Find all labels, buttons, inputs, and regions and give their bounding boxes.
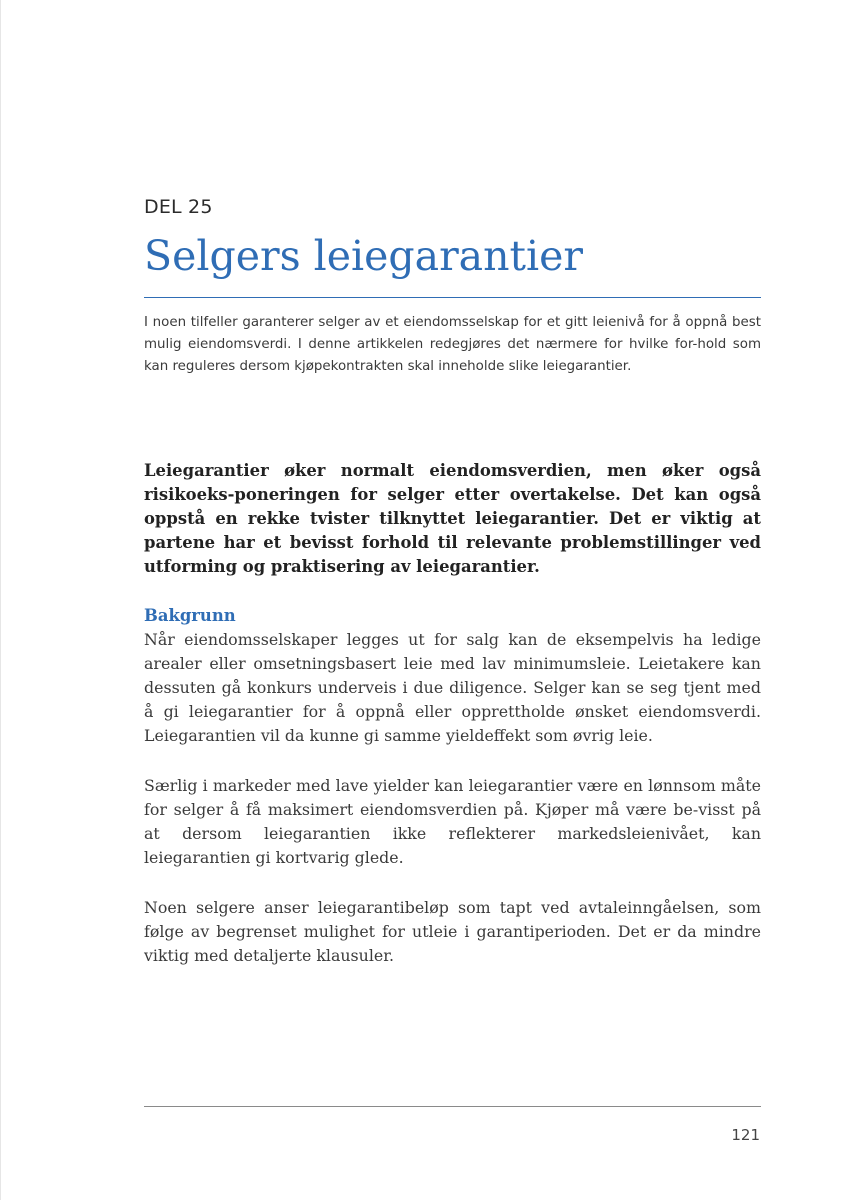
- subheading-bakgrunn: Bakgrunn: [144, 606, 236, 625]
- footer-divider: [144, 1106, 761, 1107]
- lead-paragraph: Leiegarantier øker normalt eiendomsverdien, men øker også risikoeks-poneringen for selger etter overtakelse. Det kan også oppstå en rekke tvister tilknyttet leiegarantier. Det er viktig at partene har et bevisst forhold til relevante problemstillinger ved utforming og praktisering av leiegarantier.: [144, 461, 761, 576]
- body-paragraph-3: Noen selgere anser leiegarantibeløp som tapt ved avtaleinngåelsen, som følge av begrenset mulighet for utleie i garantiperioden. Det er da mindre viktig med detaljerte klausuler.: [144, 898, 761, 965]
- title-divider: [144, 297, 761, 298]
- body-paragraph-1: Når eiendomsselskaper legges ut for salg kan de eksempelvis ha ledige arealer eller omsetningsbasert leie med lav minimumsleie. Leietakere kan dessuten gå konkurs underveis i due diligence. Selger kan se seg tjent med å gi leiegarantier for å oppnå eller opprettholde ønsket eiendomsverdi. Leiegarantien vil da kunne gi samme yieldeffekt som øvrig leie.: [144, 630, 761, 745]
- page-title: Selgers leiegarantier: [144, 232, 583, 280]
- body-paragraph-2: Særlig i markeder med lave yielder kan leiegarantier være en lønnsom måte for selger å få maksimert eiendomsverdien på. Kjøper må være be-visst på at dersom leiegarantien ikke reflekterer markedsleienivået, kan leiegarantien gi kortvarig glede.: [144, 776, 761, 867]
- section-kicker: DEL 25: [144, 196, 213, 218]
- intro-paragraph: I noen tilfeller garanterer selger av et eiendomsselskap for et gitt leienivå for å oppnå best mulig eiendomsverdi. I denne artikkelen redegjøres det nærmere for hvilke for-hold som kan reguleres dersom kjøpekontrakten skal inneholde slike leiegarantier.: [144, 315, 761, 374]
- page-number: 121: [731, 1126, 760, 1144]
